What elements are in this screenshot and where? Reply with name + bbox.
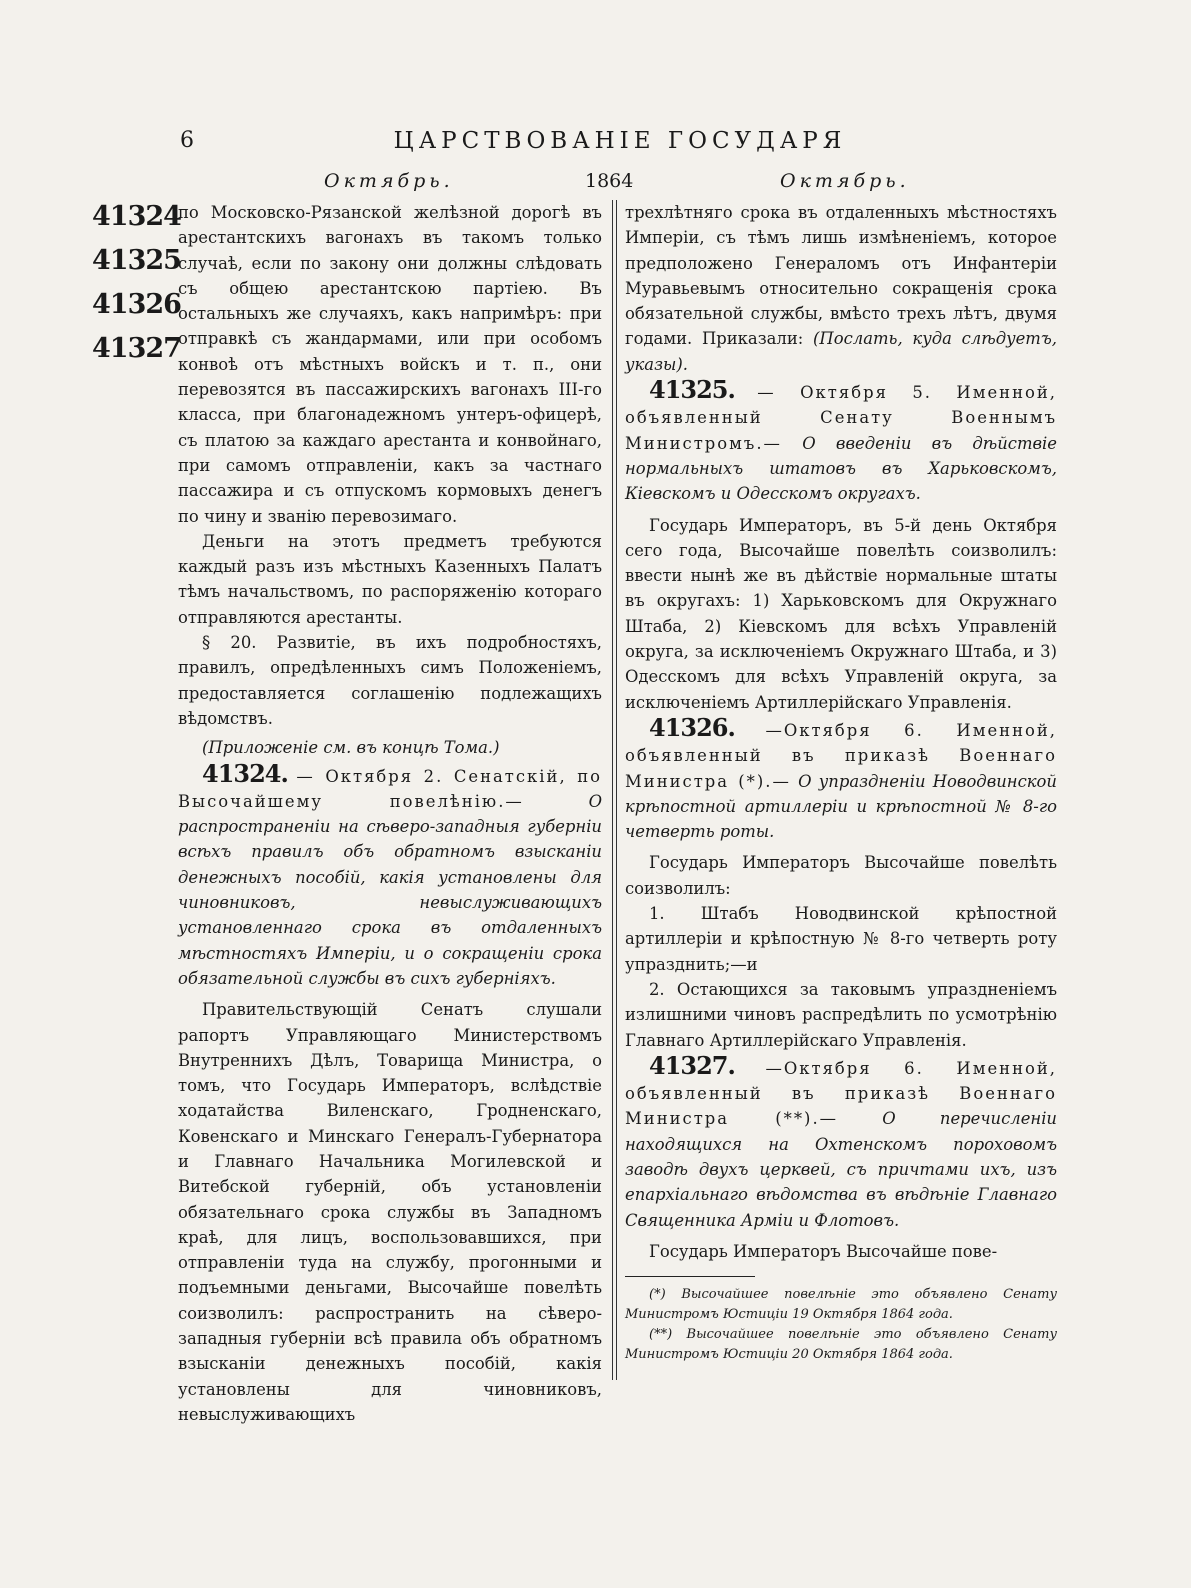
paragraph: по Московско-Рязанской желѣзной дорогѣ въ арестантскихъ вагонахъ въ такомъ только случаѣ, если по закону они должны слѣдовать съ общею арестантскою партіею. Въ остальныхъ же случаяхъ, какъ напримѣръ: при отправкѣ съ жандармами, или при особомъ конвоѣ отъ мѣстныхъ войскъ и т. п., они перевозятся въ пассажирскихъ вагонахъ III-го класса, при благонадежномъ унтеръ-офицерѣ, съ платою за каждаго арестанта и конвойнаго, при самомъ отправленіи, какъ за частнаго пассажира и съ отпускомъ кормовыхъ денегъ по чину и званію перевозимаго. xyxy=(178,203,602,526)
entry-head: —Октября 6. Именной, объявленный въ приказѣ Военнаго Министра (*).— xyxy=(625,720,1057,791)
entry-head: — Октября 5. Именной, объявленный Сенату Военнымъ Министромъ.— xyxy=(625,383,1057,453)
paragraph: § 20. Развитіе, въ ихъ подробностяхъ, правилъ, опредѣленныхъ симъ Положеніемъ, предоставляется соглашенію подлежащихъ вѣдомствъ. xyxy=(178,633,602,728)
entry-number: 41327. xyxy=(649,1050,735,1080)
entry-title: О упраздненіи Новодвинской крѣпостной артиллеріи и крѣпостной № 8-го четверть роты. xyxy=(625,771,1057,842)
continuation-tail: (Послать, куда слѣдуетъ, указы). xyxy=(625,329,1057,374)
footnote: (*) Высочайшее повелѣніе это объявлено Сенату Министромъ Юстиціи 19 Октября 1864 года. xyxy=(625,1287,1057,1323)
entry-number: 41326. xyxy=(649,712,735,742)
page-header xyxy=(180,128,1060,164)
continuation-text: трехлѣтняго срока въ отдаленныхъ мѣстностяхъ Имперіи, съ тѣмъ лишь измѣненіемъ, которое предположено Генераломъ отъ Инфантеріи Муравьевымъ относительно сокращенія срока обязательной службы, вмѣсто трехъ лѣтъ, двумя годами. Приказали: xyxy=(625,203,1057,349)
entry-title: О перечисленіи находящихся на Охтенскомъ пороховомъ заводѣ двухъ церквей, съ причтами ихъ, изъ епархіальнаго вѣдомства въ вѣдѣніе Главнаго Священника Арміи и Флотовъ. xyxy=(625,1109,1057,1230)
month-right: Октябрь. xyxy=(780,170,910,192)
margin-number: 41324 xyxy=(92,201,181,232)
month-left: Октябрь. xyxy=(324,170,454,192)
list-item: 1. Штабъ Новодвинской крѣпостной артиллеріи и крѣпостную № 8-го четверть роту упразднить;—и xyxy=(625,904,1057,974)
continuation xyxy=(625,200,1057,377)
page-number: 6 xyxy=(180,128,194,153)
entry-number: 41324. xyxy=(202,758,288,788)
entry-41324-heading xyxy=(178,758,602,992)
paragraph: Деньги на этотъ предметъ требуются каждый разъ изъ мѣстныхъ Казенныхъ Палатъ тѣмъ начальствомъ, по распоряженію котораго отправляются арестанты. xyxy=(178,531,602,627)
entry-41327-heading xyxy=(625,1050,1057,1233)
right-column xyxy=(625,200,1057,1365)
entry-title: О введеніи въ дѣйствіе нормальныхъ штатовъ въ Харьковскомъ, Кіевскомъ и Одесскомъ округахъ. xyxy=(625,433,1057,504)
entry-41325-heading xyxy=(625,377,1057,506)
footnote: (**) Высочайшее повелѣніе это объявлено Сенату Министромъ Юстиціи 20 Октября 1864 года. xyxy=(625,1327,1057,1363)
margin-number: 41327 xyxy=(92,333,181,364)
footnote-rule xyxy=(625,1276,755,1277)
margin-number: 41326 xyxy=(92,289,181,320)
year: 1864 xyxy=(585,170,634,192)
margin-number: 41325 xyxy=(92,245,181,276)
entry-head: —Октября 6. Именной, объявленный въ приказѣ Военнаго Министра (**).— xyxy=(625,1058,1057,1129)
paragraph: Государь Императоръ, въ 5-й день Октября сего года, Высочайше повелѣть соизволилъ: ввести нынѣ же въ дѣйствіе нормальные штаты въ округахъ: 1) Харьковскомъ для Окружнаго Штаба, 2) Кіевскомъ для всѣхъ Управленій округа, за исключеніемъ Окружнаго Штаба, и 3) Одесскомъ для всѣхъ Управленій округа, за исключеніемъ Артиллерійскаго Управленія. xyxy=(625,515,1057,712)
paragraph: Правительствующій Сенатъ слушали рапортъ Управляющаго Министерствомъ Внутреннихъ Дѣлъ, Товарища Министра, о томъ, что Государь Императоръ, вслѣдствіе ходатайства Виленскаго, Гродненскаго, Ковенскаго и Минскаго Генералъ-Губернатора и Главнаго Начальника Могилевской и Витебской губерній, объ установленіи обязательнаго срока службы въ Западномъ краѣ, для лицъ, воспользовавшихся, при отправленіи туда на службу, прогонными и подъемными деньгами, Высочайше повелѣть соизволилъ: распространить на сѣверо-западныя губерніи всѣ правила объ обратномъ взысканіи денежныхъ пособій, какія установлены для чиновниковъ, невыслуживающихъ xyxy=(178,1000,602,1424)
entry-head: — Октября 2. Сенатскій, по Высочайшему повелѣнію.— xyxy=(178,766,602,811)
entry-number: 41325. xyxy=(649,375,735,405)
list-item: 2. Остающихся за таковымъ упраздненіемъ излишними чиновъ распредѣлить по усмотрѣнію Главнаго Артиллерійскаго Управленія. xyxy=(625,979,1057,1050)
entry-41326-heading xyxy=(625,712,1057,844)
date-line xyxy=(180,170,1060,200)
entry-title: О распространеніи на сѣверо-западныя губерніи всѣхъ правилъ объ обратномъ взысканіи денежныхъ пособій, какія установлены для чиновниковъ, невыслуживающихъ установленнаго срока въ отдаленныхъ мѣстностяхъ Имперіи, и о сокращеніи срока обязательной службы въ сихъ губерніяхъ. xyxy=(178,791,602,988)
margin-numbers xyxy=(92,200,180,376)
left-column xyxy=(178,200,602,1427)
running-title: ЦАРСТВОВАНІЕ ГОСУДАРЯ xyxy=(393,128,847,154)
column-divider xyxy=(612,200,617,1380)
paragraph: Государь Императоръ Высочайше пове- xyxy=(649,1241,998,1261)
paragraph: Государь Императоръ Высочайше повелѣть соизволилъ: xyxy=(625,853,1057,898)
appendix-note: (Приложеніе см. въ концѣ Тома.) xyxy=(202,738,500,758)
